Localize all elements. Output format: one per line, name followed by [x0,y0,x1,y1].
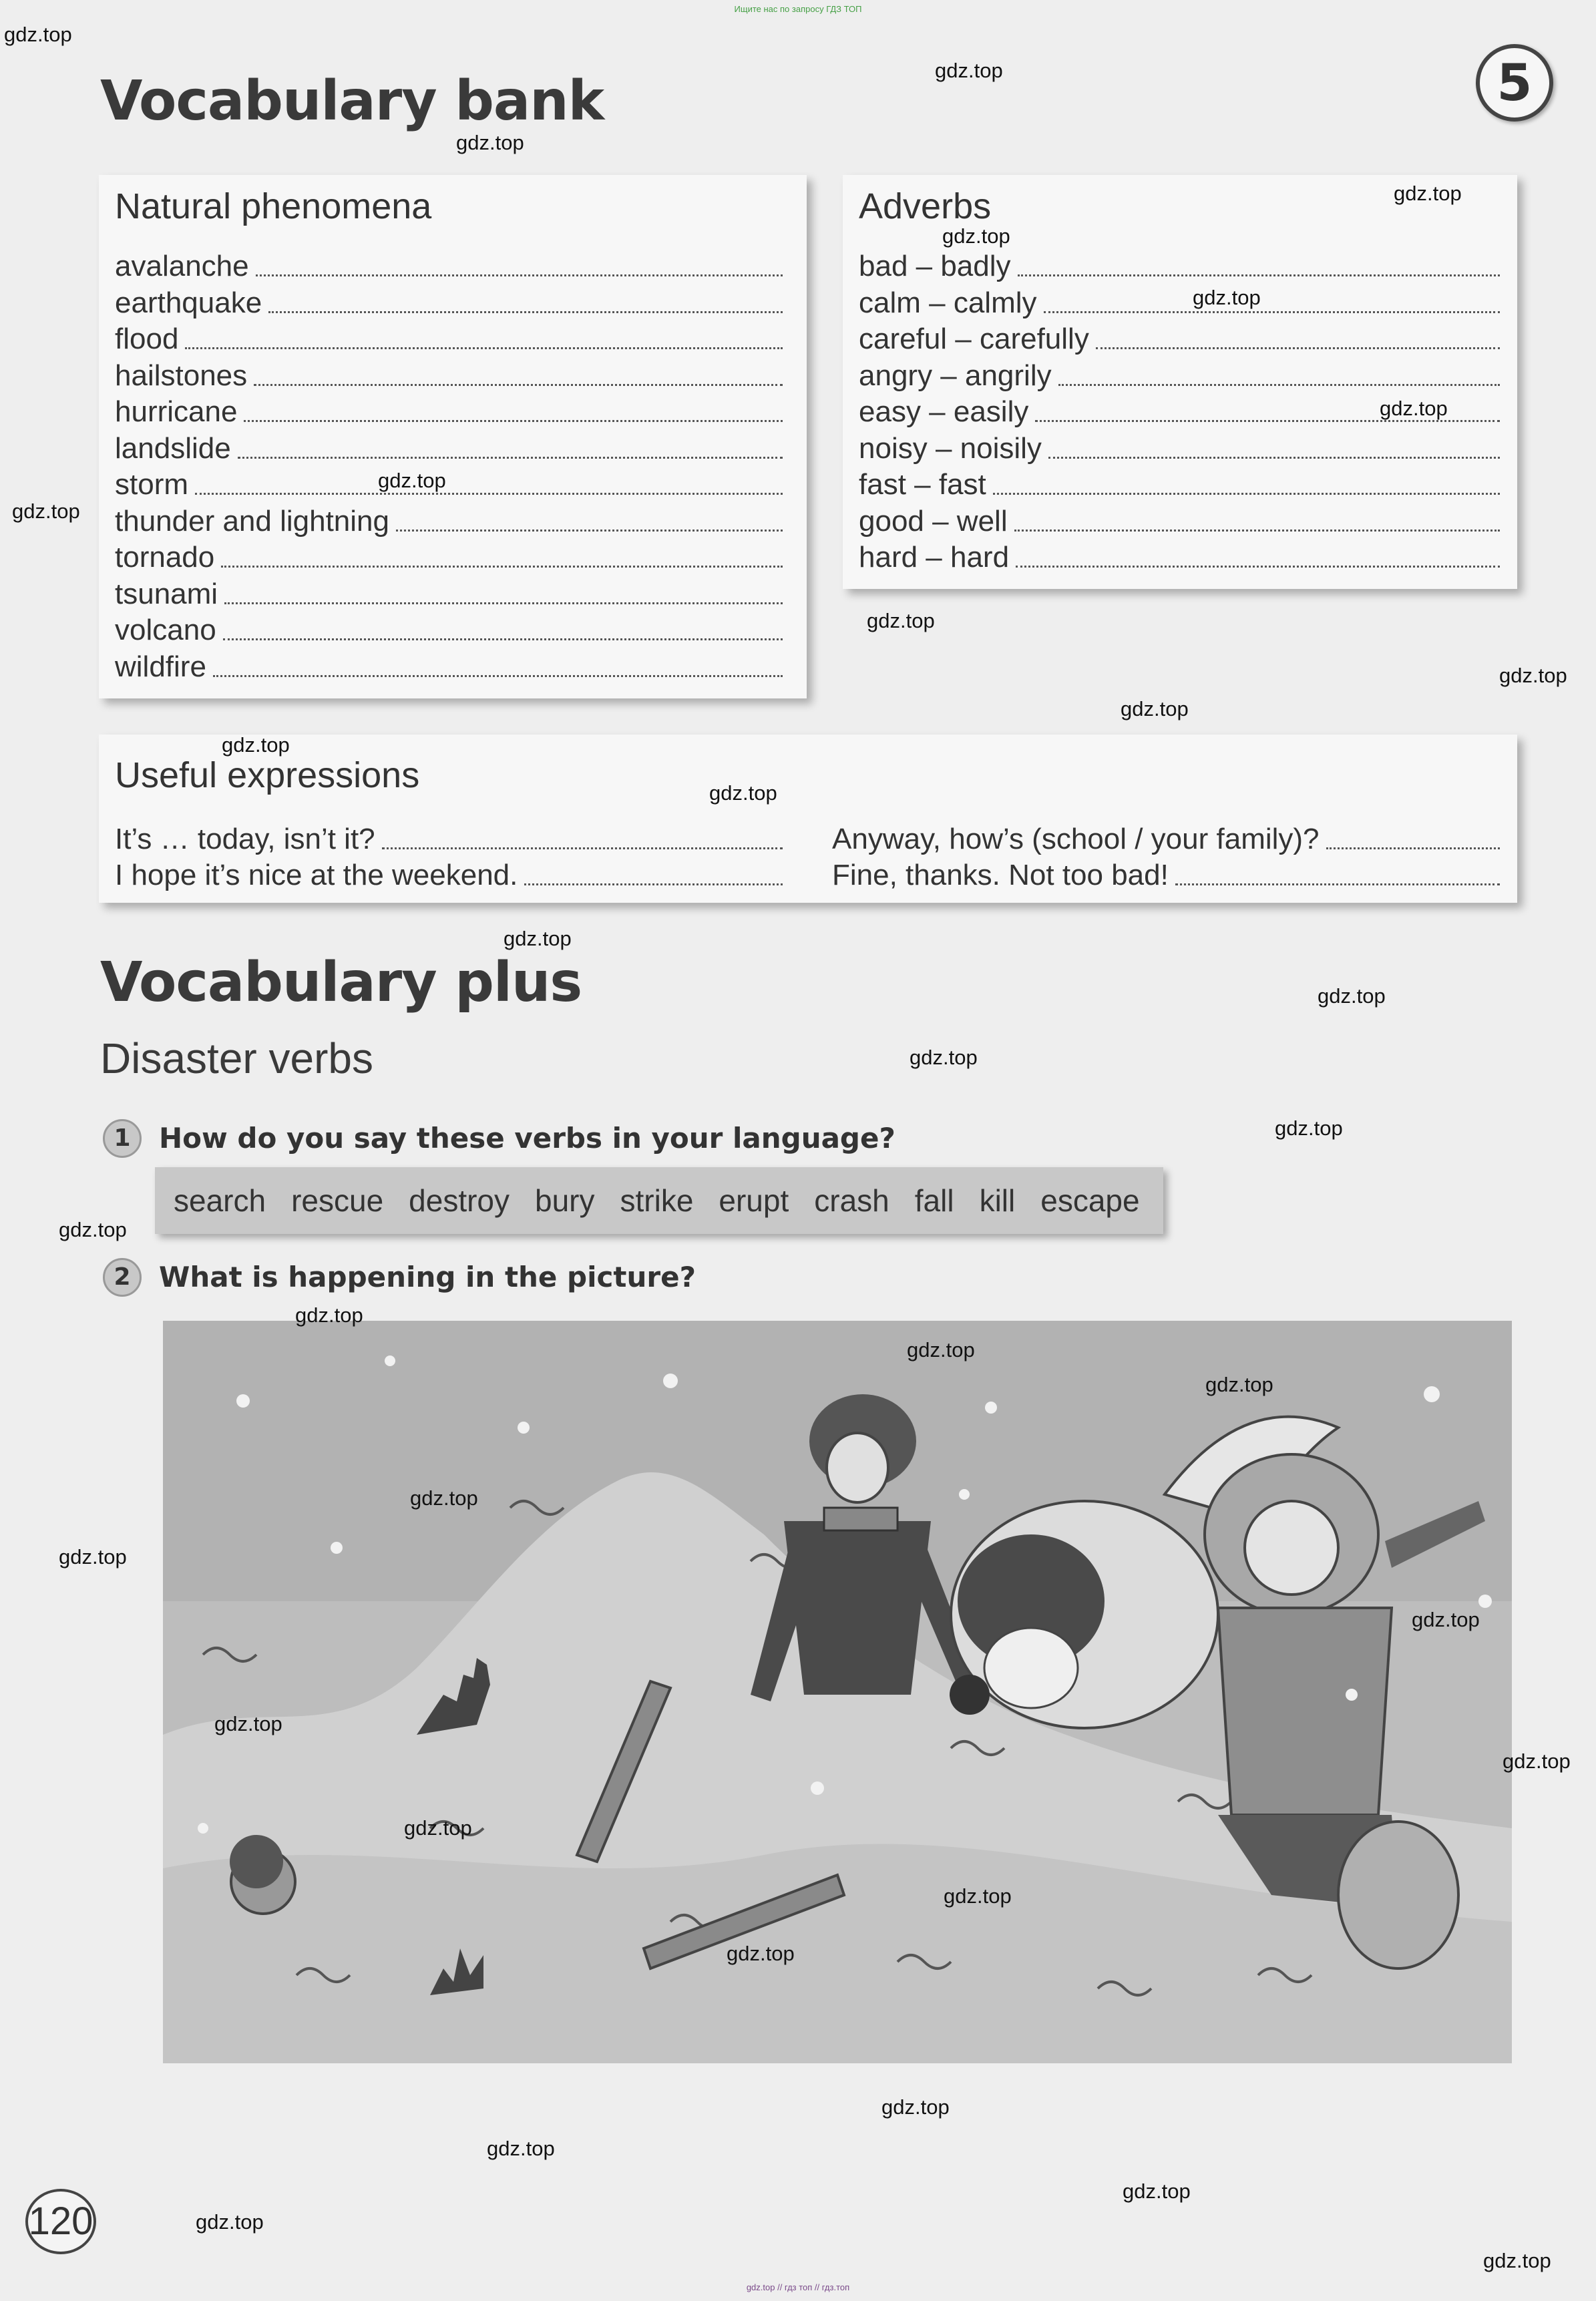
watermark: gdz.top [59,1218,127,1241]
translation-line[interactable] [185,347,783,349]
vocab-word: fast – fast [859,468,986,501]
expression-row [115,821,783,857]
vocab-row [115,576,783,612]
vocab-row [859,358,1500,394]
vocab-row [115,431,783,467]
vocab-word: bad – badly [859,250,1011,282]
translation-line[interactable] [195,493,783,495]
expression-text: I hope it’s nice at the weekend. [115,859,518,891]
verb-word: search [174,1183,266,1218]
watermark: gdz.top [907,1338,975,1362]
task-number-2: 2 [103,1258,142,1297]
vocab-row [115,503,783,540]
watermark: gdz.top [295,1303,363,1327]
translation-line[interactable] [1014,530,1500,532]
translation-line[interactable] [1044,311,1501,313]
task-2-instruction: What is happening in the picture? [159,1261,696,1293]
expression-text: Fine, thanks. Not too bad! [832,859,1169,891]
vocabulary-plus-title: Vocabulary plus [100,951,582,1014]
verb-word: destroy [409,1183,510,1218]
translation-line[interactable] [1016,566,1500,568]
vocab-row [859,248,1500,284]
watermark: gdz.top [1123,2179,1191,2203]
translation-line[interactable] [223,638,783,640]
watermark: gdz.top [1394,182,1462,205]
vocab-word: calm – calmly [859,286,1037,319]
disaster-verbs-subtitle: Disaster verbs [100,1034,373,1082]
verb-word: rescue [291,1183,384,1218]
vocab-word: volcano [115,614,216,646]
watermark: gdz.top [942,224,1010,248]
watermark: gdz.top [378,469,446,492]
answer-line[interactable] [382,847,783,849]
vocab-row [859,503,1500,540]
vocab-word: earthquake [115,286,262,319]
watermark: gdz.top [504,927,572,950]
watermark: gdz.top [1499,664,1567,687]
watermark: gdz.top [456,131,524,154]
avalanche-rescue-illustration [163,1321,1512,2063]
watermark: gdz.top [410,1486,478,1510]
vocab-row [115,540,783,576]
watermark: gdz.top [214,1712,282,1735]
vocab-word: noisy – noisily [859,431,1042,465]
watermark: gdz.top [196,2210,264,2234]
watermark: gdz.top [59,1545,127,1568]
top-note: Ищите нас по запросу ГДЗ ТОП [734,4,862,14]
vocab-word: good – well [859,504,1008,538]
watermark: gdz.top [944,1884,1012,1908]
verb-word: strike [620,1183,694,1218]
translation-line[interactable] [1048,457,1500,459]
verb-word: fall [914,1183,954,1218]
vocab-word: angry – angrily [859,359,1052,392]
translation-line[interactable] [993,493,1500,495]
expression-row [832,821,1500,857]
task-1-instruction: How do you say these verbs in your language? [159,1122,895,1155]
watermark: gdz.top [12,499,80,523]
task-number-1: 1 [103,1119,142,1158]
vocab-word: hailstones [115,359,248,392]
vocab-row [115,649,783,685]
vocab-word: easy – easily [859,395,1029,428]
watermark: gdz.top [1205,1373,1273,1396]
watermark: gdz.top [4,23,72,46]
vocab-row [859,321,1500,357]
watermark: gdz.top [1483,2249,1551,2272]
translation-line[interactable] [268,311,783,313]
watermark: gdz.top [404,1816,472,1840]
vocab-row [115,394,783,430]
useful-expressions-title: Useful expressions [115,755,420,795]
watermark: gdz.top [1503,1749,1571,1773]
watermark: gdz.top [881,2095,950,2119]
watermark: gdz.top [1193,286,1261,309]
adverbs-title: Adverbs [859,186,992,226]
translation-line[interactable] [1058,384,1500,386]
vocab-row [115,285,783,321]
verb-word: kill [979,1183,1016,1218]
translation-line[interactable] [224,602,783,604]
watermark: gdz.top [709,781,777,805]
vocab-word: tornado [115,541,215,574]
verb-word: bury [535,1183,595,1218]
watermark: gdz.top [727,1942,795,1965]
vocab-row [115,321,783,357]
translation-line[interactable] [238,457,783,459]
vocab-word: thunder and lightning [115,504,389,538]
translation-line[interactable] [396,530,783,532]
answer-line[interactable] [1326,847,1500,849]
translation-line[interactable] [1096,347,1500,349]
vocab-word: hard – hard [859,541,1010,574]
watermark: gdz.top [935,59,1003,82]
unit-number-badge: 5 [1476,44,1553,122]
useful-expressions-box [99,735,1517,903]
translation-line[interactable] [1018,274,1500,276]
watermark: gdz.top [222,733,290,757]
translation-line[interactable] [221,566,783,568]
vocab-row [115,248,783,284]
verb-word: escape [1040,1183,1140,1218]
watermark: gdz.top [1318,984,1386,1008]
vocab-word: tsunami [115,577,218,610]
natural-phenomena-title: Natural phenomena [115,186,432,226]
answer-line[interactable] [524,883,783,885]
watermark: gdz.top [1412,1608,1480,1631]
vocab-row [859,467,1500,503]
watermark: gdz.top [1380,397,1448,420]
expression-row [832,857,1500,893]
watermark: gdz.top [487,2137,555,2160]
vocab-word: hurricane [115,395,238,428]
verbs-word-bank [155,1167,1163,1234]
expression-text: It’s … today, isn’t it? [115,823,375,855]
vocab-row [115,358,783,394]
translation-line[interactable] [244,420,783,422]
bottom-note: gdz.top // гдз топ // гдз.топ [746,2282,850,2292]
vocab-word: avalanche [115,250,249,282]
page-number: 120 [25,2189,96,2254]
vocab-row [859,285,1500,321]
expression-text: Anyway, how’s (school / your family)? [832,823,1320,855]
watermark: gdz.top [1121,697,1189,720]
vocabulary-bank-title: Vocabulary bank [100,69,604,133]
vocab-word: storm [115,468,188,501]
answer-line[interactable] [1175,883,1500,885]
vocab-word: careful – carefully [859,323,1089,355]
vocab-row [115,467,783,503]
vocab-row [859,431,1500,467]
vocab-row [859,540,1500,576]
vocab-word: landslide [115,431,231,465]
vocab-word: flood [115,323,179,355]
vocab-row [115,612,783,648]
illustration-svg [163,1321,1512,2063]
watermark: gdz.top [1275,1116,1343,1140]
translation-line[interactable] [213,675,783,677]
translation-line[interactable] [256,274,783,276]
verb-word: crash [814,1183,889,1218]
natural-phenomena-box [99,175,807,698]
translation-line[interactable] [254,384,783,386]
expression-row [115,857,783,893]
watermark: gdz.top [910,1046,978,1069]
verb-word: erupt [719,1183,789,1218]
watermark: gdz.top [867,609,935,632]
vocab-word: wildfire [115,650,206,683]
